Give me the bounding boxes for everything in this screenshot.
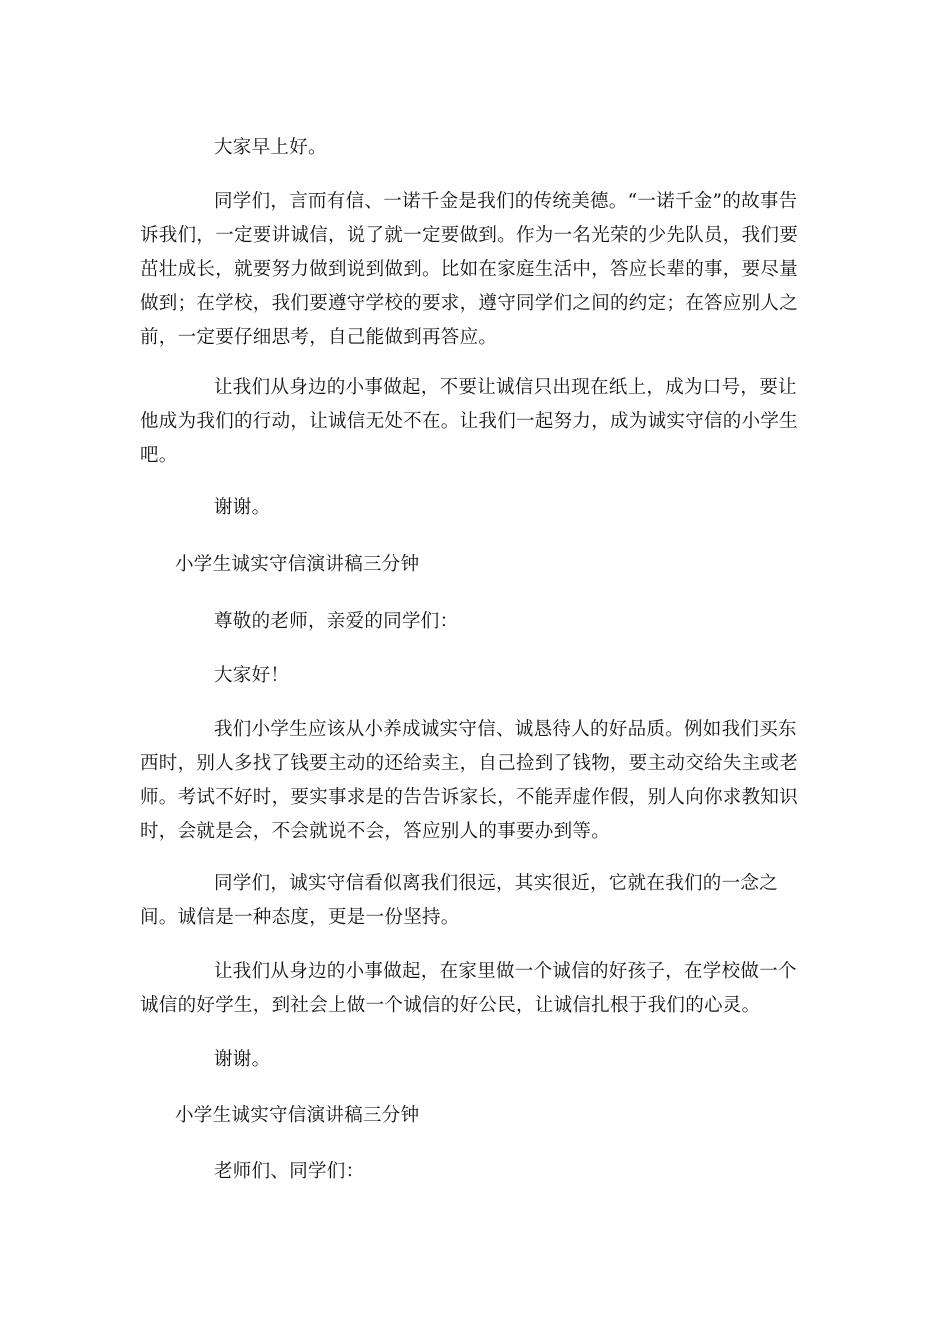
greeting-paragraph: 大家早上好。 xyxy=(214,137,327,158)
closing-paragraph: 谢谢。 xyxy=(214,497,271,518)
body-paragraph: 让我们从身边的小事做起，不要让诚信只出现在纸上，成为口号，要让他成为我们的行动，让诚信无处不在。让我们一起努力，成为诚实守信的小学生吧。 xyxy=(140,377,799,466)
salutation-paragraph: 尊敬的老师，亲爱的同学们： xyxy=(214,611,459,632)
body-paragraph: 同学们，言而有信、一诺千金是我们的传统美德。“一诺千金”的故事告诉我们，一定要讲诚信，说了就一定要做到。作为一名光荣的少先队员，我们要茁壮成长，就要努力做到说到做到。比如在家庭生活中，答应长辈的事，要尽量做到；在学校，我们要遵守学校的要求，遵守同学们之间的约定；在答应别人之前，一定要仔细思考，自己能做到再答应。 xyxy=(140,191,799,348)
body-paragraph: 让我们从身边的小事做起，在家里做一个诚信的好孩子，在学校做一个诚信的好学生，到社会上做一个诚信的好公民，让诚信扎根于我们的心灵。 xyxy=(140,961,797,1016)
body-paragraph: 我们小学生应该从小养成诚实守信、诚恳待人的好品质。例如我们买东西时，别人多找了钱要主动的还给卖主，自己捡到了钱物，要主动交给失主或老师。考试不好时，要实事求是的告告诉家长，不能弄虚作假，别人向你求教知识时，会就是会，不会就说不会，答应别人的事要办到等。 xyxy=(140,719,799,842)
closing-paragraph: 谢谢。 xyxy=(214,1049,271,1070)
section-title: 小学生诚实守信演讲稿三分钟 xyxy=(175,1105,420,1126)
body-paragraph: 同学们，诚实守信看似离我们很远，其实很近，它就在我们的一念之间。诚信是一种态度，更是一份坚持。 xyxy=(140,873,779,928)
section-title: 小学生诚实守信演讲稿三分钟 xyxy=(175,554,420,575)
greeting-paragraph: 大家好！ xyxy=(214,665,290,686)
salutation-paragraph: 老师们、同学们： xyxy=(214,1161,365,1182)
